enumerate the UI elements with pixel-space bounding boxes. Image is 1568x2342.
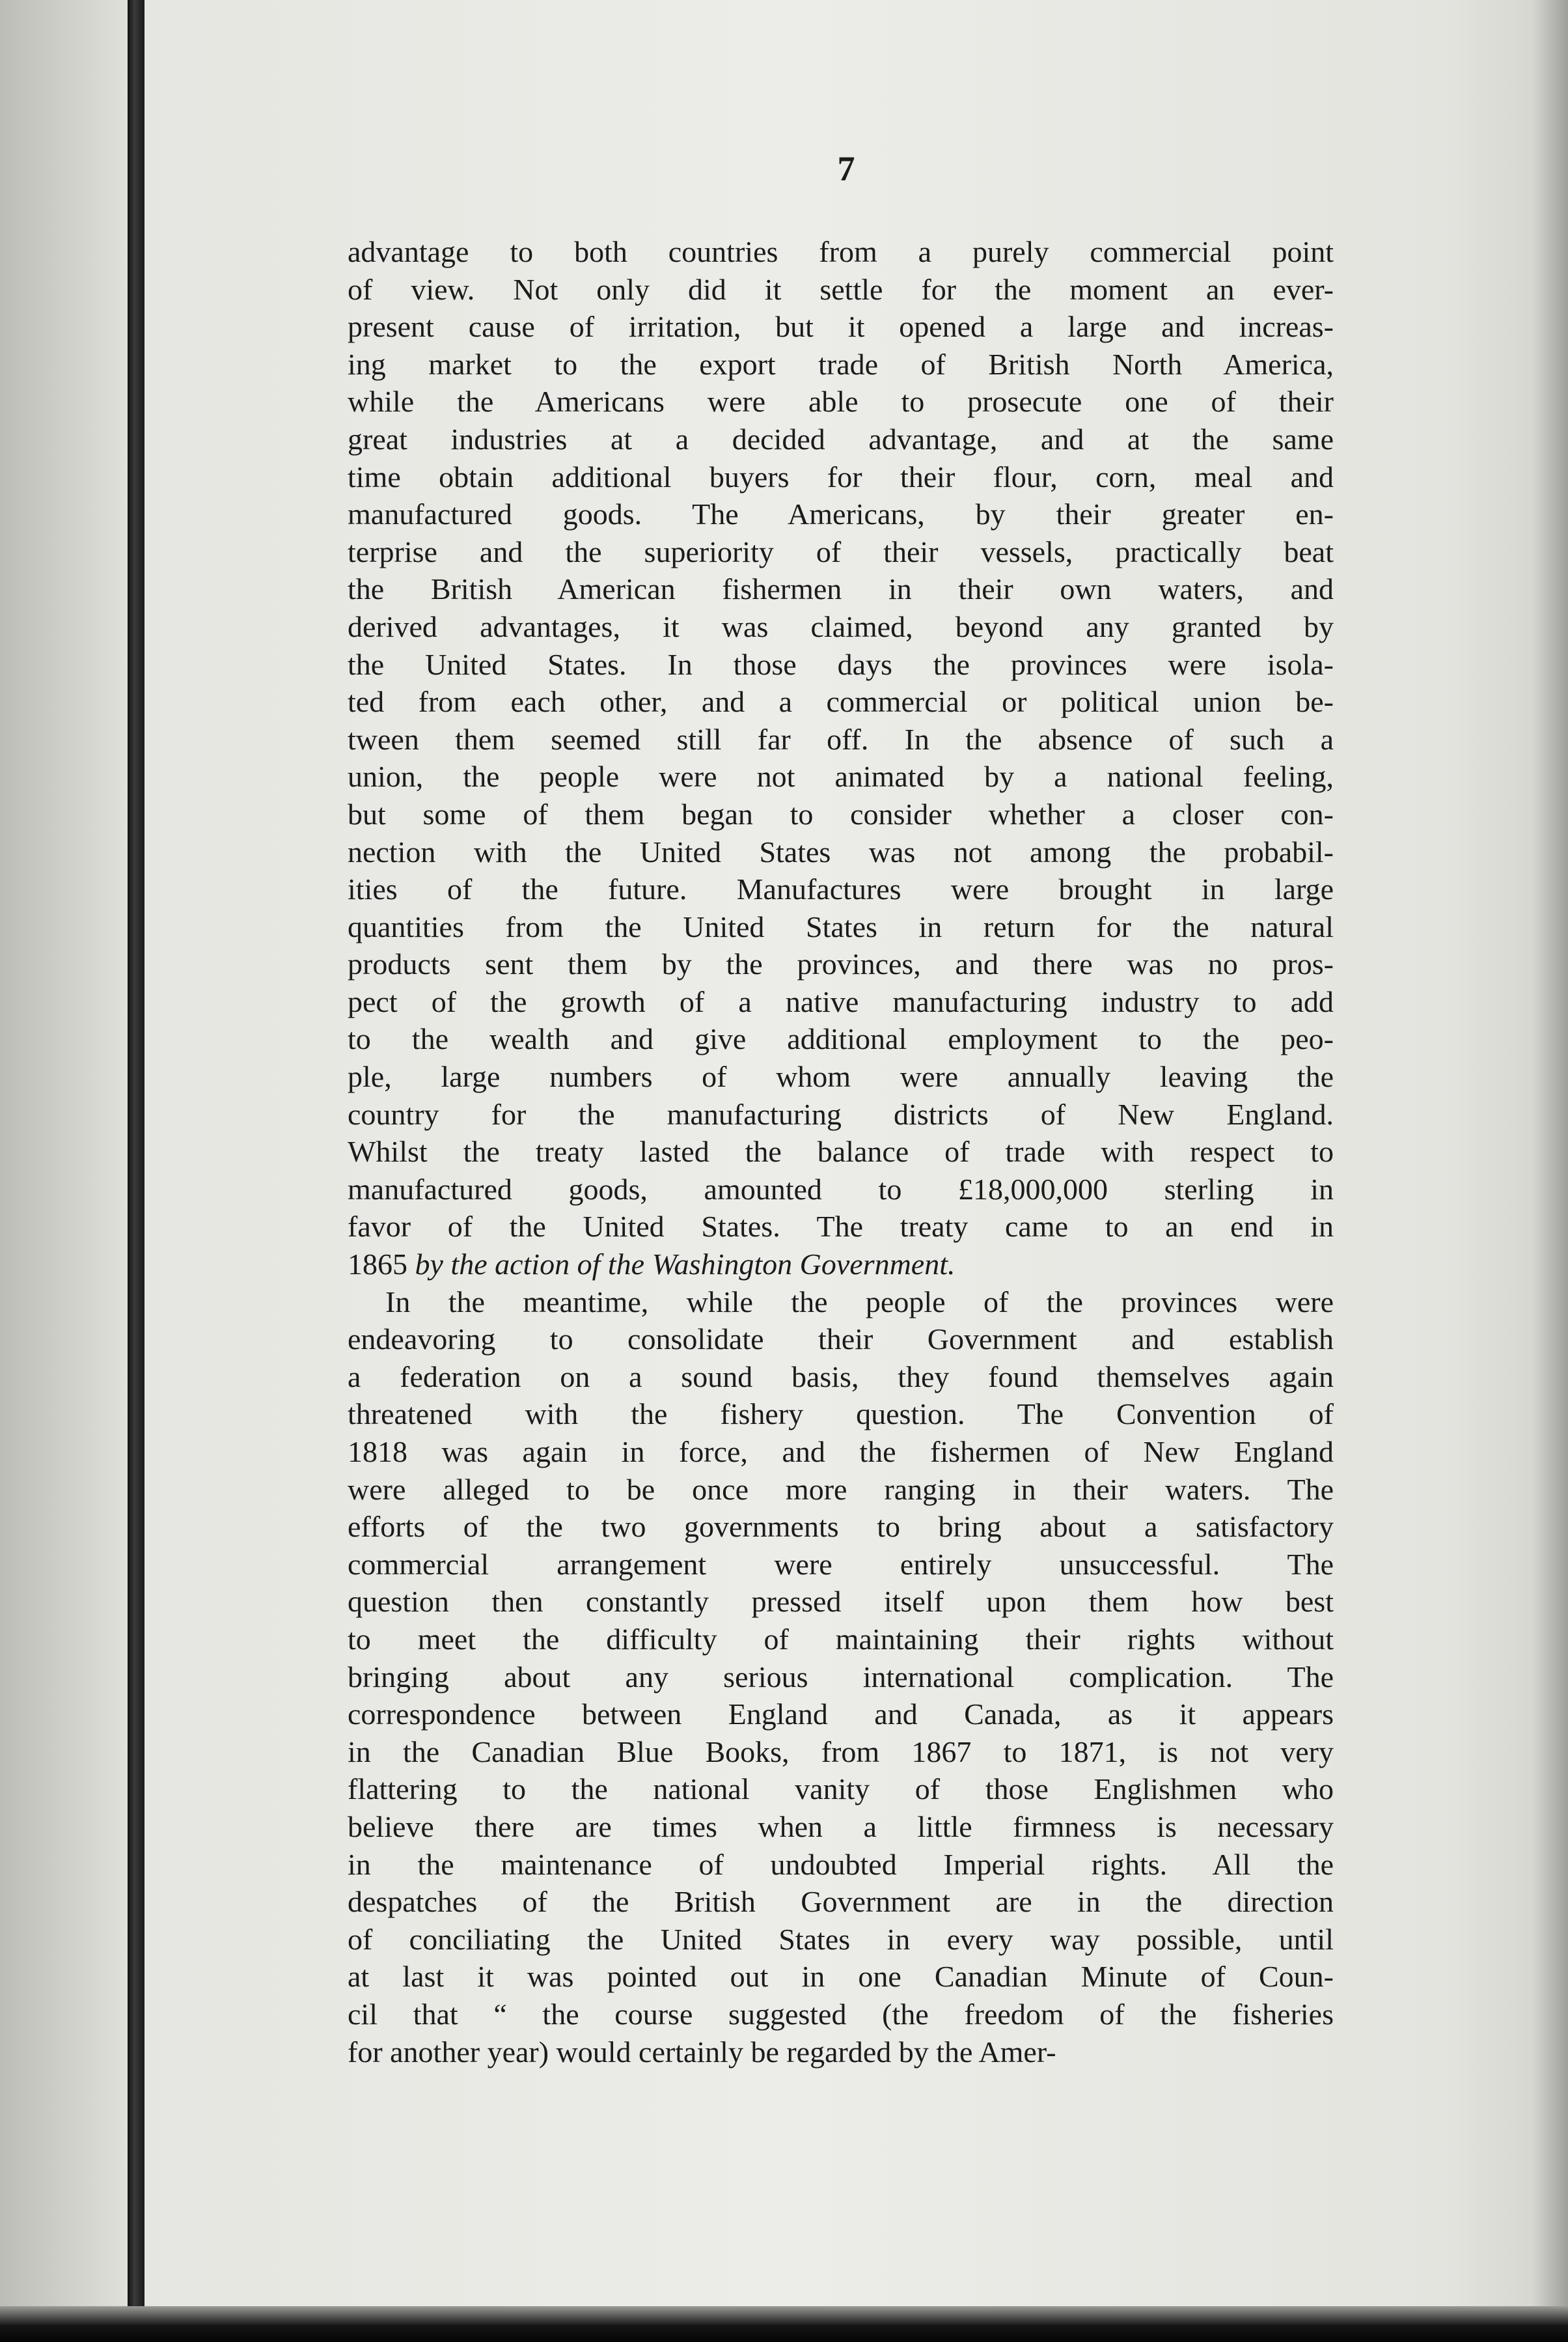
text-line: advantage to both countries from a purely commercial point: [348, 235, 1334, 268]
text-line: threatened with the fishery question. The Convention of: [348, 1397, 1334, 1431]
text-line: union, the people were not animated by a national feeling,: [348, 760, 1334, 794]
text-line: ing market to the export trade of British North America,: [348, 347, 1334, 381]
text-line: were alleged to be once more ranging in their waters. The: [348, 1472, 1334, 1506]
page-edge-right: [1532, 0, 1568, 2342]
text-line: ple, large numbers of whom were annually leaving the: [348, 1060, 1334, 1094]
text-line: question then constantly pressed itself upon them how best: [348, 1585, 1334, 1619]
text-line: favor of the United States. The treaty came to an end in: [348, 1210, 1334, 1244]
binding-shadow: [128, 0, 144, 2342]
binding-gutter: [0, 0, 130, 2342]
text-line: correspondence between England and Canada, as it appears: [348, 1697, 1334, 1731]
text-line: for another year) would certainly be regarded by the Amer-: [348, 2035, 1056, 2069]
text-line: manufactured goods, amounted to £18,000,000 sterling in: [348, 1172, 1334, 1206]
text-line: the British American fishermen in their own waters, and: [348, 572, 1334, 606]
text-line-prefix: 1865: [348, 1248, 415, 1281]
text-line: great industries at a decided advantage, and at the same: [348, 422, 1334, 456]
page-number: 7: [837, 149, 855, 188]
text-line: Whilst the treaty lasted the balance of trade with respect to: [348, 1135, 1334, 1169]
text-line: commercial arrangement were entirely unsuccessful. The: [348, 1547, 1334, 1581]
text-line: but some of them began to consider whether a closer con-: [348, 797, 1334, 831]
text-line: tween them seemed still far off. In the absence of such a: [348, 722, 1334, 756]
text-line: In the meantime, while the people of the provinces were: [385, 1285, 1334, 1318]
text-line: derived advantages, it was claimed, beyond any granted by: [348, 609, 1334, 643]
body-text: [348, 233, 1334, 2070]
text-line: believe there are times when a little firmness is necessary: [348, 1809, 1334, 1843]
text-line: present cause of irritation, but it opened a large and increas-: [348, 310, 1334, 344]
text-line: pect of the growth of a native manufacturing industry to add: [348, 984, 1334, 1018]
text-line: in the maintenance of undoubted Imperial rights. All the: [348, 1847, 1334, 1881]
text-line: terprise and the superiority of their vessels, practically beat: [348, 535, 1334, 568]
text-line: of view. Not only did it settle for the moment an ever-: [348, 272, 1334, 306]
text-line: time obtain additional buyers for their flour, corn, meal and: [348, 460, 1334, 494]
text-line: country for the manufacturing districts of New England.: [348, 1097, 1334, 1131]
text-line: flattering to the national vanity of those Englishmen who: [348, 1772, 1334, 1806]
text-line: bringing about any serious international complication. The: [348, 1660, 1334, 1694]
text-line: quantities from the United States in return for the natural: [348, 910, 1334, 943]
text-line: a federation on a sound basis, they found themselves again: [348, 1359, 1334, 1393]
text-line: ted from each other, and a commercial or political union be-: [348, 685, 1334, 719]
text-line: of conciliating the United States in every way possible, until: [348, 1922, 1334, 1956]
text-line: ities of the future. Manufactures were brought in large: [348, 872, 1334, 906]
text-line: [348, 1246, 1334, 1283]
text-line: manufactured goods. The Americans, by their greater en-: [348, 497, 1334, 531]
text-line: to meet the difficulty of maintaining their rights without: [348, 1622, 1334, 1656]
text-line: to the wealth and give additional employment to the peo-: [348, 1022, 1334, 1056]
text-line: while the Americans were able to prosecute one of their: [348, 385, 1334, 419]
text-line: 1818 was again in force, and the fishermen of New England: [348, 1435, 1334, 1468]
text-line: efforts of the two governments to bring about a satisfactory: [348, 1510, 1334, 1544]
italic-phrase: by the action of the Washington Government.: [415, 1248, 956, 1281]
text-line: endeavoring to consolidate their Government and establish: [348, 1322, 1334, 1356]
text-line: at last it was pointed out in one Canadian Minute of Coun-: [348, 1960, 1334, 1994]
text-line: cil that “ the course suggested (the freedom of the fisheries: [348, 1997, 1334, 2031]
paragraph: [348, 233, 1334, 1283]
text-line: nection with the United States was not among the probabil-: [348, 835, 1334, 869]
page-edge-bottom: [0, 2306, 1568, 2342]
text-line: products sent them by the provinces, and there was no pros-: [348, 947, 1334, 981]
paragraph: [348, 1283, 1334, 2070]
text-line: the United States. In those days the provinces were isola-: [348, 647, 1334, 681]
text-line: in the Canadian Blue Books, from 1867 to 1871, is not very: [348, 1735, 1334, 1768]
text-line: despatches of the British Government are in the direction: [348, 1885, 1334, 1919]
